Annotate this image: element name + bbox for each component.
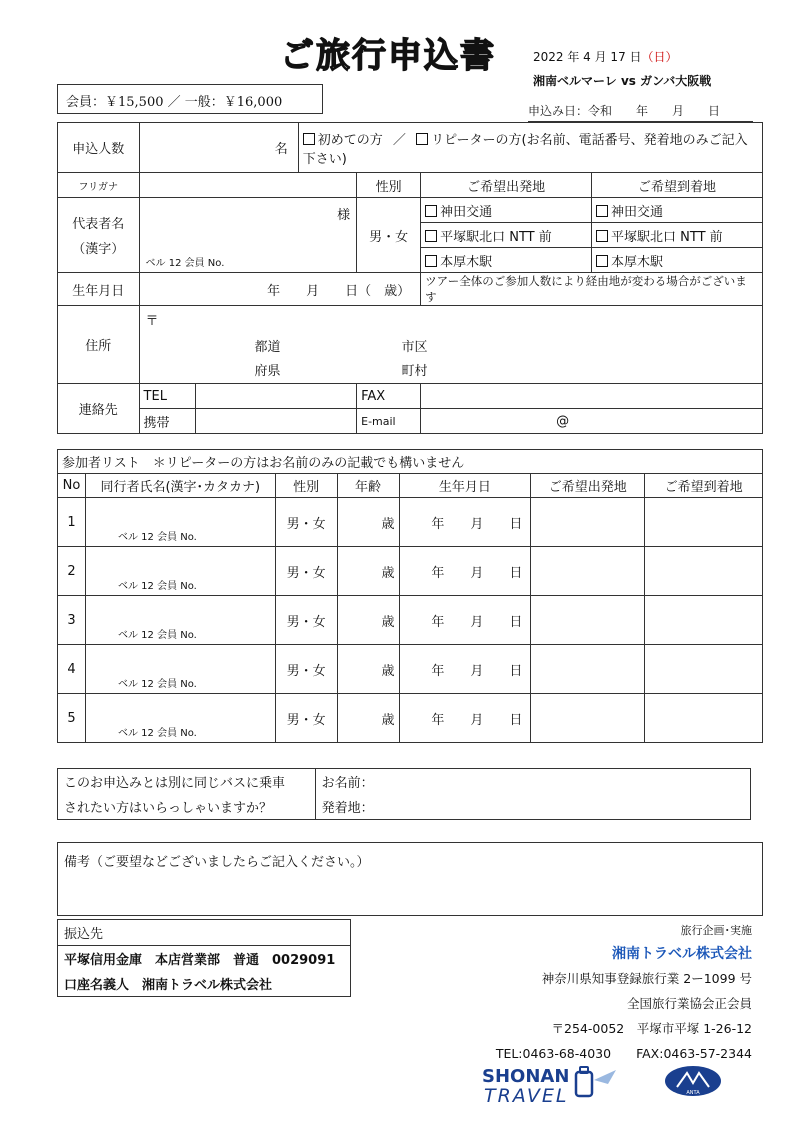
same-bus-line2: されたい方はいらっしゃいますか？ bbox=[58, 794, 316, 820]
participant-arrival[interactable] bbox=[645, 596, 763, 645]
fax-label: FAX bbox=[357, 384, 421, 409]
dep-stop-0[interactable] bbox=[421, 198, 592, 223]
arr-stop-2[interactable] bbox=[592, 248, 763, 273]
participant-age[interactable]: 歳 bbox=[337, 498, 399, 547]
at-mark: @ bbox=[556, 413, 570, 429]
participant-name-input[interactable] bbox=[85, 645, 275, 694]
participant-member-no: ベル 12 会員 No. bbox=[117, 532, 197, 543]
col-no: No bbox=[58, 474, 86, 498]
participant-gender[interactable]: 男・女 bbox=[275, 645, 337, 694]
postal-mark: 〒 bbox=[145, 314, 159, 329]
furigana-input[interactable] bbox=[139, 173, 357, 198]
col-name: 同行者氏名(漢字･カタカナ) bbox=[85, 474, 275, 498]
participant-no: 1 bbox=[58, 498, 86, 547]
same-bus-name[interactable]: お名前： bbox=[315, 769, 750, 795]
badge-text: ANTA bbox=[686, 1090, 700, 1096]
participant-birth[interactable]: 年 月 日 bbox=[399, 498, 531, 547]
participant-member-no: ベル 12 会員 No. bbox=[117, 679, 197, 690]
bank-holder: 口座名義人 湘南トラベル株式会社 bbox=[58, 971, 351, 997]
arr-stop-0-label: 神田交通 bbox=[611, 204, 664, 220]
participant-departure[interactable] bbox=[531, 547, 645, 596]
company-association: 全国旅行業協会正会員 bbox=[626, 996, 752, 1011]
participant-no: 5 bbox=[58, 694, 86, 743]
participant-arrival[interactable] bbox=[645, 547, 763, 596]
rep-kanji-text: （漢字） bbox=[72, 242, 125, 257]
participant-no: 4 bbox=[58, 645, 86, 694]
participant-birth[interactable]: 年 月 日 bbox=[399, 547, 531, 596]
first-time-checkbox[interactable] bbox=[303, 133, 315, 145]
dep-stop-2[interactable] bbox=[421, 248, 592, 273]
company-label: 旅行企画･実施 bbox=[680, 924, 752, 937]
rep-name-text: 代表者名 bbox=[72, 217, 125, 232]
fee-box: 会員：￥15,500 ／ 一般：￥16,000 bbox=[57, 84, 323, 114]
checkbox[interactable] bbox=[596, 230, 608, 242]
same-bus-line1: このお申込みとは別に同じバスに乗車 bbox=[58, 769, 316, 795]
participant-member-no: ベル 12 会員 No. bbox=[117, 630, 197, 641]
participant-arrival[interactable] bbox=[645, 498, 763, 547]
participant-member-no: ベル 12 会員 No. bbox=[117, 581, 197, 592]
count-label: 申込人数 bbox=[58, 123, 140, 173]
participant-birth[interactable]: 年 月 日 bbox=[399, 645, 531, 694]
logo-bottom-text: TRAVEL bbox=[484, 1085, 569, 1107]
same-bus-table bbox=[57, 768, 751, 820]
col-gender: 性別 bbox=[275, 474, 337, 498]
checkbox[interactable] bbox=[596, 205, 608, 217]
col-departure: ご希望出発地 bbox=[531, 474, 645, 498]
logo-top-text: SHONAN bbox=[482, 1066, 570, 1087]
participant-departure[interactable] bbox=[531, 694, 645, 743]
slash: ／ bbox=[392, 132, 406, 148]
arr-stop-1[interactable] bbox=[592, 223, 763, 248]
participant-row bbox=[58, 547, 763, 596]
anta-badge-logo bbox=[663, 1065, 723, 1101]
sama-label: 様 bbox=[337, 208, 351, 223]
bank-account: 平塚信用金庫 本店営業部 普通 0029091 bbox=[58, 946, 351, 972]
furigana-label: フリガナ bbox=[58, 173, 140, 198]
tel-input[interactable] bbox=[196, 384, 357, 409]
participant-row bbox=[58, 498, 763, 547]
shonan-travel-logo bbox=[482, 1064, 622, 1112]
participant-name-input[interactable] bbox=[85, 596, 275, 645]
dep-stop-1-label: 平塚駅北口 NTT 前 bbox=[440, 229, 552, 245]
birth-input[interactable]: 年 月 日（ 歳） bbox=[139, 273, 421, 306]
chouson-label: 町村 bbox=[401, 364, 428, 379]
col-age: 年齢 bbox=[337, 474, 399, 498]
participants-heading: 参加者リスト ＊リピーターの方はお名前のみの記載でも構いません bbox=[58, 450, 763, 474]
contact-label: 連絡先 bbox=[58, 384, 140, 434]
repeater-checkbox[interactable] bbox=[416, 133, 428, 145]
address-label: 住所 bbox=[58, 306, 140, 384]
applicant-table bbox=[57, 122, 763, 434]
departure-header: ご希望出発地 bbox=[421, 173, 592, 198]
participant-departure[interactable] bbox=[531, 645, 645, 694]
mobile-input[interactable] bbox=[196, 409, 357, 434]
participant-member-no: ベル 12 会員 No. bbox=[117, 728, 197, 739]
col-birth: 生年月日 bbox=[399, 474, 531, 498]
company-phone: TEL:0463-68-4030 FAX:0463-57-2344 bbox=[495, 1046, 752, 1061]
same-bus-stop[interactable]: 発着地： bbox=[315, 794, 750, 820]
arrival-header: ご希望到着地 bbox=[592, 173, 763, 198]
fax-input[interactable] bbox=[421, 384, 763, 409]
participant-row bbox=[58, 645, 763, 694]
repeater-label: リピーターの方(お名前、電話番号、発着地のみご記入下さい) bbox=[302, 132, 748, 167]
participant-age[interactable]: 歳 bbox=[337, 596, 399, 645]
participant-arrival[interactable] bbox=[645, 645, 763, 694]
tour-date-text: 2022 年 4 月 17 日 bbox=[533, 50, 642, 64]
participant-row bbox=[58, 694, 763, 743]
bank-table bbox=[57, 919, 351, 997]
checkbox[interactable] bbox=[596, 255, 608, 267]
match-name: 湘南ベルマーレ vs ガンバ大阪戦 bbox=[533, 74, 712, 88]
route-note: ツアー全体のご参加人数により経由地が変わる場合がございます bbox=[421, 273, 763, 306]
checkbox[interactable] bbox=[425, 255, 437, 267]
rep-name-label bbox=[58, 198, 140, 273]
participant-age[interactable]: 歳 bbox=[337, 645, 399, 694]
participant-birth[interactable]: 年 月 日 bbox=[399, 596, 531, 645]
participant-name-input[interactable] bbox=[85, 547, 275, 596]
dep-stop-2-label: 本厚木駅 bbox=[440, 254, 493, 270]
participant-gender[interactable]: 男・女 bbox=[275, 498, 337, 547]
shiku-label: 市区 bbox=[401, 340, 428, 355]
dep-stop-0-label: 神田交通 bbox=[440, 204, 493, 220]
participant-gender[interactable]: 男・女 bbox=[275, 547, 337, 596]
participant-name-input[interactable] bbox=[85, 694, 275, 743]
company-license: 神奈川県知事登録旅行業 2ー1099 号 bbox=[541, 971, 752, 986]
fuken-label: 府県 bbox=[254, 364, 281, 379]
participant-age[interactable]: 歳 bbox=[337, 694, 399, 743]
todo-label: 都道 bbox=[254, 340, 281, 355]
rep-gender[interactable]: 男・女 bbox=[357, 198, 421, 273]
rep-member-no: ベル 12 会員 No. bbox=[145, 258, 225, 269]
arr-stop-0[interactable] bbox=[592, 198, 763, 223]
email-input[interactable] bbox=[421, 409, 763, 434]
bank-title: 振込先 bbox=[58, 920, 351, 946]
company-name: 湘南トラベル株式会社 bbox=[612, 946, 752, 962]
col-arrival: ご希望到着地 bbox=[645, 474, 763, 498]
participant-departure[interactable] bbox=[531, 498, 645, 547]
email-label: E-mail bbox=[357, 409, 421, 434]
birth-label: 生年月日 bbox=[58, 273, 140, 306]
page-title: ご旅行申込書 bbox=[280, 36, 496, 76]
participant-birth[interactable]: 年 月 日 bbox=[399, 694, 531, 743]
participant-no: 3 bbox=[58, 596, 86, 645]
checkbox[interactable] bbox=[425, 205, 437, 217]
arr-stop-2-label: 本厚木駅 bbox=[611, 254, 664, 270]
tour-day: （日） bbox=[641, 50, 678, 64]
mobile-label: 携帯 bbox=[139, 409, 196, 434]
participant-departure[interactable] bbox=[531, 596, 645, 645]
count-input[interactable] bbox=[139, 123, 298, 173]
checkbox[interactable] bbox=[425, 230, 437, 242]
application-date-field[interactable]: 申込み日：令和 年 月 日 bbox=[528, 102, 753, 122]
participant-gender[interactable]: 男・女 bbox=[275, 596, 337, 645]
arr-stop-1-label: 平塚駅北口 NTT 前 bbox=[611, 229, 723, 245]
participant-no: 2 bbox=[58, 547, 86, 596]
participant-name-input[interactable] bbox=[85, 498, 275, 547]
participant-gender[interactable]: 男・女 bbox=[275, 694, 337, 743]
tel-label: TEL bbox=[139, 384, 196, 409]
rep-name-input[interactable] bbox=[139, 198, 357, 273]
visit-type bbox=[298, 123, 762, 173]
participant-row bbox=[58, 596, 763, 645]
gender-header: 性別 bbox=[357, 173, 421, 198]
tour-date bbox=[533, 48, 678, 65]
remarks-field[interactable]: 備考（ご要望などございましたらご記入ください。） bbox=[57, 842, 763, 916]
participant-age[interactable]: 歳 bbox=[337, 547, 399, 596]
company-address: 〒254-0052 平塚市平塚 1-26-12 bbox=[551, 1021, 752, 1036]
participants-table bbox=[57, 449, 763, 743]
address-input[interactable] bbox=[139, 306, 762, 384]
participant-arrival[interactable] bbox=[645, 694, 763, 743]
first-time-label: 初めての方 bbox=[317, 132, 383, 148]
count-unit: 名 bbox=[274, 142, 288, 157]
dep-stop-1[interactable] bbox=[421, 223, 592, 248]
